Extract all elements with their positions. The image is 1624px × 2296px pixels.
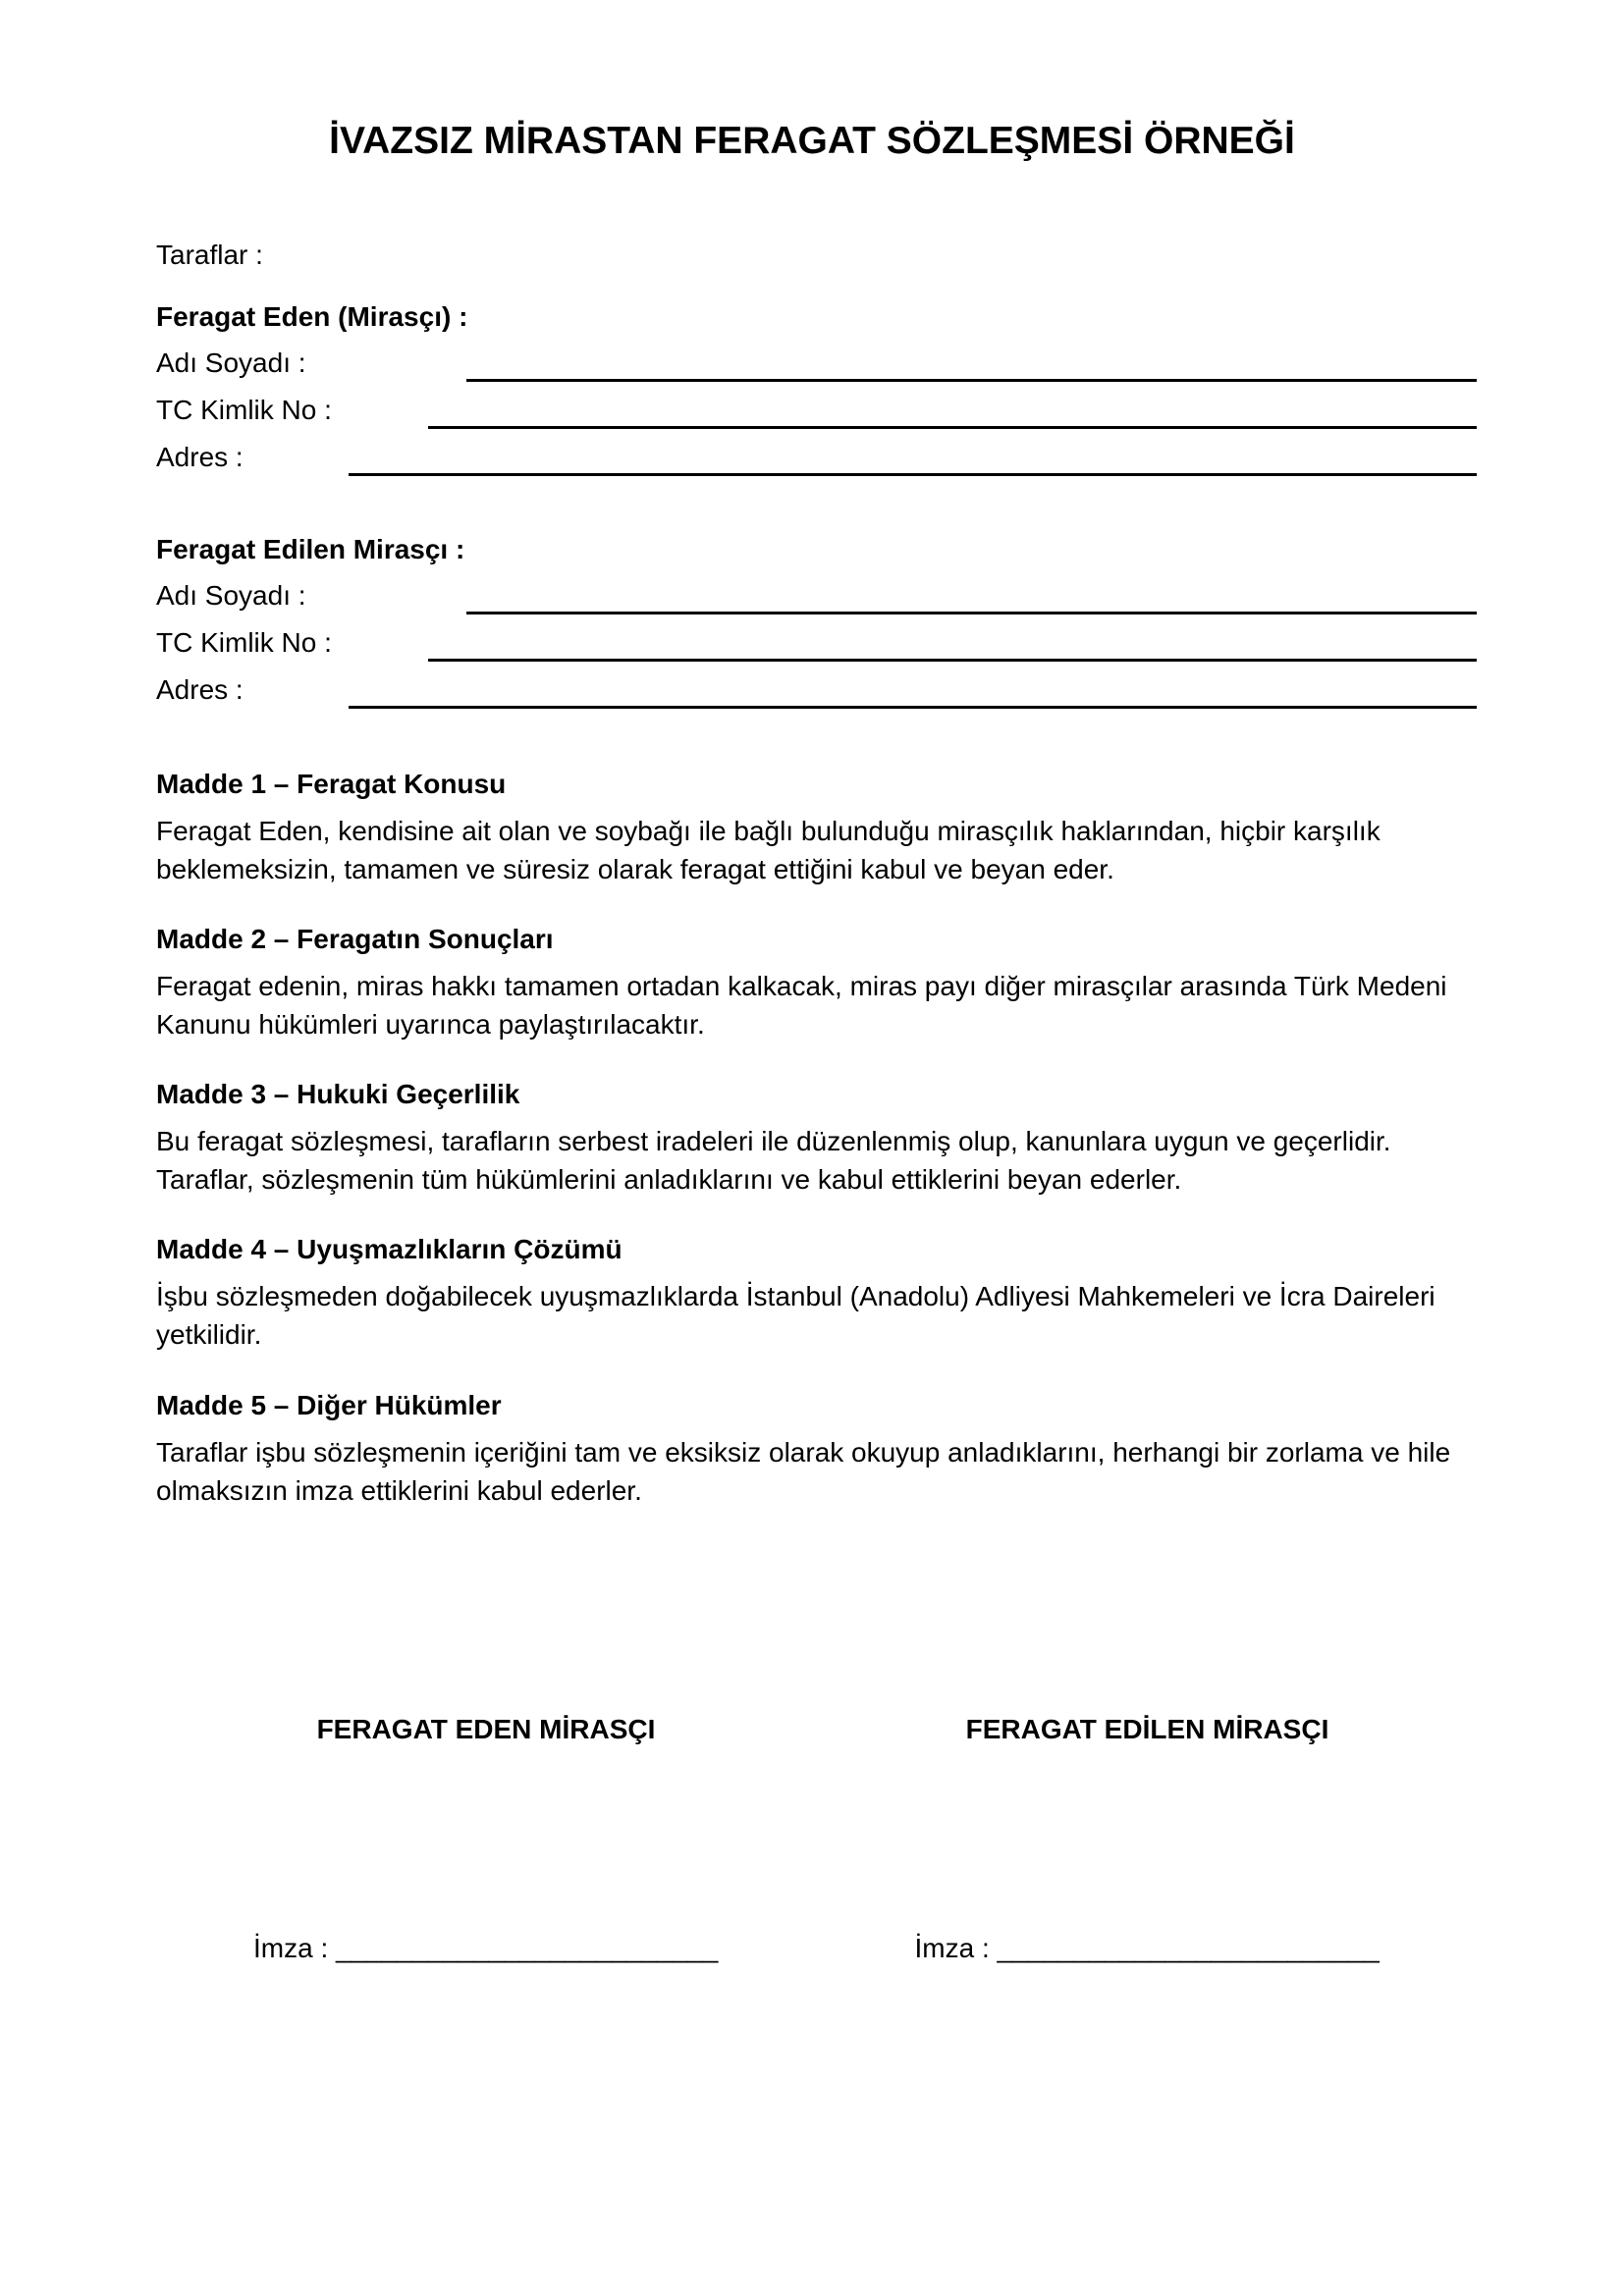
name-label: Adı Soyadı : bbox=[156, 347, 306, 378]
beneficiary-heir-id-row bbox=[0, 623, 1624, 670]
article-text-line: beklemeksizin, tamamen ve süresiz olarak feragat ettiğini kabul ve beyan eder. bbox=[156, 853, 1114, 884]
article-5 bbox=[156, 1386, 1477, 1510]
waiving-heir-heading: Feragat Eden (Mirasçı) : bbox=[156, 301, 468, 332]
waiving-heir-name-row bbox=[0, 344, 1624, 391]
article-2 bbox=[156, 920, 1477, 1043]
waiving-heir-section bbox=[0, 297, 1624, 484]
waiving-heir-address-row bbox=[0, 438, 1624, 485]
beneficiary-heir-section bbox=[0, 530, 1624, 717]
article-text-line: İşbu sözleşmeden doğabilecek uyuşmazlıklarda İstanbul (Anadolu) Adliyesi Mahkemeleri ve İcra Daireleri bbox=[156, 1281, 1435, 1312]
signature-block-beneficiary-heir bbox=[915, 1710, 1380, 1975]
articles-section bbox=[156, 765, 1477, 1541]
article-text-line: yetkilidir. bbox=[156, 1319, 262, 1351]
signature-heading: FERAGAT EDİLEN MİRASÇI bbox=[965, 1713, 1329, 1744]
article-1 bbox=[156, 765, 1477, 888]
article-text-line: Taraflar işbu sözleşmenin içeriğini tam ve eksiksiz olarak okuyup anladıklarını, herhangi bir zorlama ve hile bbox=[156, 1436, 1451, 1468]
article-heading: Madde 3 – Hukuki Geçerlilik bbox=[156, 1079, 520, 1109]
beneficiary-heir-name-row bbox=[0, 576, 1624, 623]
address-fill-line bbox=[349, 473, 1477, 476]
address-fill-line bbox=[349, 706, 1477, 709]
article-text-line: olmaksızın imza ettiklerini kabul ederler. bbox=[156, 1474, 642, 1506]
signature-line: İmza : _________________________ bbox=[253, 1933, 719, 1963]
article-heading: Madde 5 – Diğer Hükümler bbox=[156, 1389, 502, 1420]
article-text-line: Taraflar, sözleşmenin tüm hükümlerini anladıklarını ve kabul ettiklerini beyan ederler. bbox=[156, 1164, 1182, 1195]
waiving-heir-id-row bbox=[0, 391, 1624, 438]
article-text-line: Kanunu hükümleri uyarınca paylaştırılacaktır. bbox=[156, 1008, 705, 1040]
id-number-fill-line bbox=[428, 659, 1477, 662]
beneficiary-heir-address-row bbox=[0, 670, 1624, 718]
id-number-label: TC Kimlik No : bbox=[156, 626, 332, 658]
article-heading: Madde 1 – Feragat Konusu bbox=[156, 768, 507, 799]
name-fill-line bbox=[466, 612, 1477, 614]
beneficiary-heir-heading: Feragat Edilen Mirasçı : bbox=[156, 534, 465, 564]
name-label: Adı Soyadı : bbox=[156, 579, 306, 611]
article-text-line: Bu feragat sözleşmesi, tarafların serbest iradeleri ile düzenlenmiş olup, kanunlara uygun ve geçerlidir. bbox=[156, 1126, 1391, 1156]
article-4 bbox=[156, 1230, 1477, 1354]
address-label: Adres : bbox=[156, 441, 244, 472]
signature-block-waiving-heir bbox=[253, 1710, 719, 1975]
address-label: Adres : bbox=[156, 673, 244, 705]
article-heading: Madde 2 – Feragatın Sonuçları bbox=[156, 923, 554, 954]
article-3 bbox=[156, 1075, 1477, 1199]
signature-heading: FERAGAT EDEN MİRASÇI bbox=[316, 1713, 656, 1744]
signature-line: İmza : _________________________ bbox=[914, 1933, 1380, 1963]
document-title: İVAZSIZ MİRASTAN FERAGAT SÖZLEŞMESİ ÖRNEĞİ bbox=[329, 120, 1295, 162]
parties-label: Taraflar : bbox=[156, 240, 263, 270]
id-number-label: TC Kimlik No : bbox=[156, 394, 332, 425]
article-text-line: Feragat edenin, miras hakkı tamamen ortadan kalkacak, miras payı diğer mirasçılar arasında Türk Medeni bbox=[156, 970, 1447, 1001]
name-fill-line bbox=[466, 379, 1477, 382]
id-number-fill-line bbox=[428, 426, 1477, 429]
article-text-line: Feragat Eden, kendisine ait olan ve soybağı ile bağlı bulunduğu mirasçılık haklarından, hiçbir karşılık bbox=[156, 815, 1380, 846]
article-heading: Madde 4 – Uyuşmazlıkların Çözümü bbox=[156, 1234, 623, 1265]
